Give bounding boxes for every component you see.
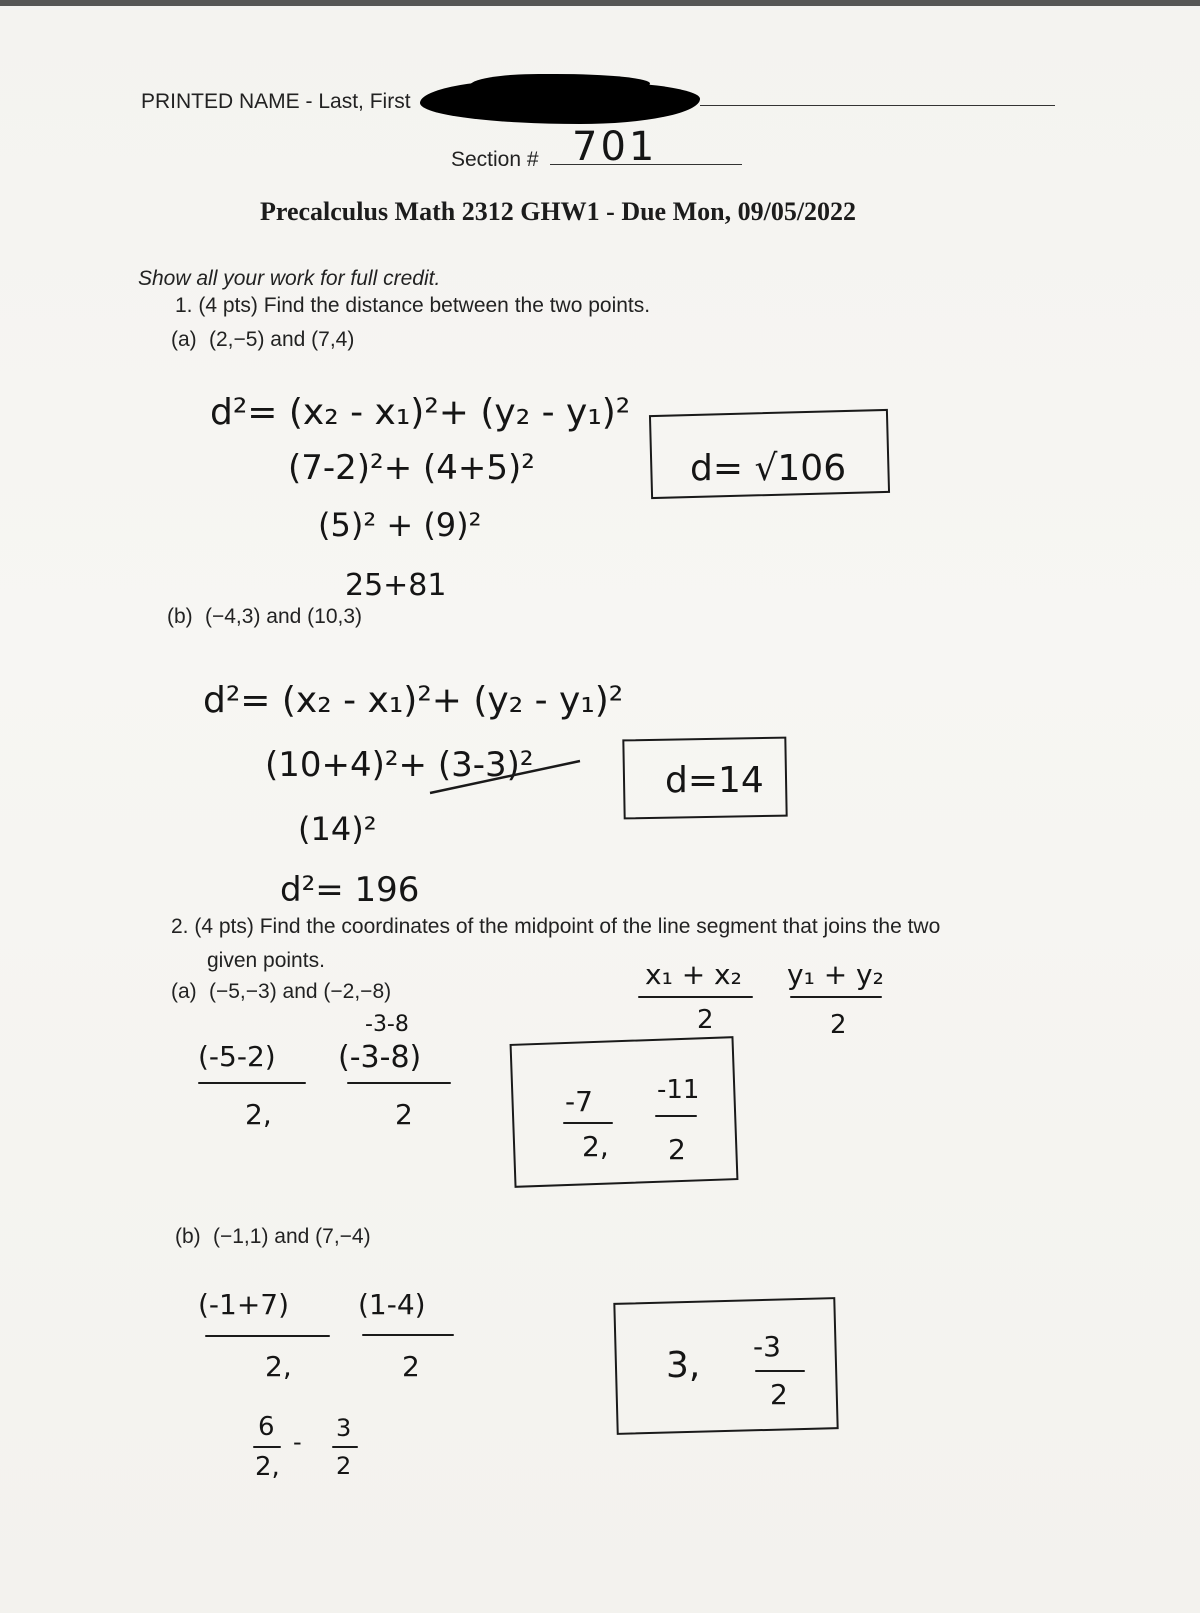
q2b-work-y-den: 2 bbox=[402, 1350, 420, 1383]
q1-prompt: 1. (4 pts) Find the distance between the two points. bbox=[175, 294, 651, 317]
section-label: Section # bbox=[451, 148, 539, 171]
q1b-work-square: (14)² bbox=[298, 810, 377, 848]
q2b-work-y-bar bbox=[362, 1334, 454, 1336]
q1a-answer: d= √106 bbox=[690, 448, 847, 489]
q2a-work-y-num: (-3-8) bbox=[338, 1040, 422, 1075]
q1b-work-sub: (10+4)²+ (3-3)² bbox=[265, 745, 534, 785]
q1b-work-result: d²= 196 bbox=[280, 870, 420, 910]
q1a-work-formula: d²= (x₂ - x₁)²+ (y₂ - y₁)² bbox=[210, 392, 631, 433]
page-title: Precalculus Math 2312 GHW1 - Due Mon, 09/05/2022 bbox=[260, 197, 857, 226]
name-label: PRINTED NAME - Last, First bbox=[141, 90, 411, 113]
q2a-y-note: -3-8 bbox=[365, 1012, 409, 1037]
q2a-answer-y-num: -11 bbox=[657, 1075, 700, 1105]
q2b-answer-y-den: 2 bbox=[770, 1378, 788, 1411]
q2b-simp-y-num: 3 bbox=[336, 1414, 352, 1442]
q2a-points: (−5,−3) and (−2,−8) bbox=[209, 980, 392, 1003]
q2b-simp-x-den: 2, bbox=[255, 1452, 280, 1482]
q1b-label: (b) bbox=[167, 605, 193, 628]
q2-formula-x-den: 2 bbox=[697, 1005, 714, 1035]
q1a-work-sum: 25+81 bbox=[345, 568, 447, 603]
q2-prompt-line1: 2. (4 pts) Find the coordinates of the midpoint of the line segment that joins the two bbox=[171, 915, 941, 938]
q2b-simp-x-bar bbox=[253, 1446, 281, 1448]
q2a-work-x-num: (-5-2) bbox=[198, 1040, 276, 1073]
q2-formula-x-bar bbox=[638, 996, 753, 998]
q2b-work-x-den: 2, bbox=[265, 1350, 292, 1383]
q2b-answer-box bbox=[613, 1297, 838, 1435]
redacted-name-top bbox=[470, 74, 650, 96]
q2b-work-x-num: (-1+7) bbox=[198, 1288, 290, 1321]
q2a-work-x-bar bbox=[198, 1082, 306, 1084]
q2b-work-x-bar bbox=[205, 1335, 330, 1337]
q2a-label: (a) bbox=[171, 980, 197, 1003]
q1b-answer: d=14 bbox=[665, 760, 764, 801]
q2b-answer-x: 3, bbox=[666, 1345, 701, 1386]
q2b-label: (b) bbox=[175, 1225, 201, 1248]
q2-formula-x-num: x₁ + x₂ bbox=[645, 958, 742, 991]
q2b-simp-minus: - bbox=[293, 1428, 302, 1456]
q2a-answer-y-bar bbox=[655, 1115, 697, 1117]
q1b-points: (−4,3) and (10,3) bbox=[205, 605, 363, 628]
q2a-answer-y-den: 2 bbox=[668, 1133, 686, 1166]
section-value: 701 bbox=[572, 124, 658, 170]
q2b-points: (−1,1) and (7,−4) bbox=[213, 1225, 371, 1248]
q2a-answer-box bbox=[510, 1036, 739, 1188]
q2-formula-y-den: 2 bbox=[830, 1010, 847, 1040]
q2b-simp-y-bar bbox=[332, 1446, 358, 1448]
q2b-work-y-num: (1-4) bbox=[358, 1288, 426, 1321]
q2-prompt-line2: given points. bbox=[207, 949, 325, 972]
q2b-answer-y-bar bbox=[755, 1370, 805, 1372]
q2-formula-y-bar bbox=[790, 996, 882, 998]
q2a-answer-x-bar bbox=[563, 1122, 613, 1124]
q1a-label: (a) bbox=[171, 328, 197, 351]
q2a-answer-x-den: 2, bbox=[582, 1130, 609, 1163]
q1a-work-square: (5)² + (9)² bbox=[318, 506, 482, 544]
q1b-strike-mark bbox=[430, 755, 590, 795]
q2b-answer-y-num: -3 bbox=[753, 1330, 781, 1363]
q2a-work-x-den: 2, bbox=[245, 1098, 272, 1131]
q2a-answer-x-num: -7 bbox=[565, 1085, 593, 1118]
q1a-points: (2,−5) and (7,4) bbox=[209, 328, 355, 351]
name-underline bbox=[700, 105, 1055, 106]
q2-formula-y-num: y₁ + y₂ bbox=[787, 958, 884, 991]
q2a-work-y-bar bbox=[347, 1082, 451, 1084]
photo-edge-shadow bbox=[0, 0, 1200, 6]
q1a-work-sub: (7-2)²+ (4+5)² bbox=[288, 448, 535, 488]
q2b-simp-x-num: 6 bbox=[258, 1412, 275, 1442]
q2b-simp-y-den: 2 bbox=[336, 1452, 352, 1480]
instructions: Show all your work for full credit. bbox=[138, 267, 441, 290]
q2a-work-y-den: 2 bbox=[395, 1098, 413, 1131]
q1b-work-formula: d²= (x₂ - x₁)²+ (y₂ - y₁)² bbox=[203, 680, 624, 721]
